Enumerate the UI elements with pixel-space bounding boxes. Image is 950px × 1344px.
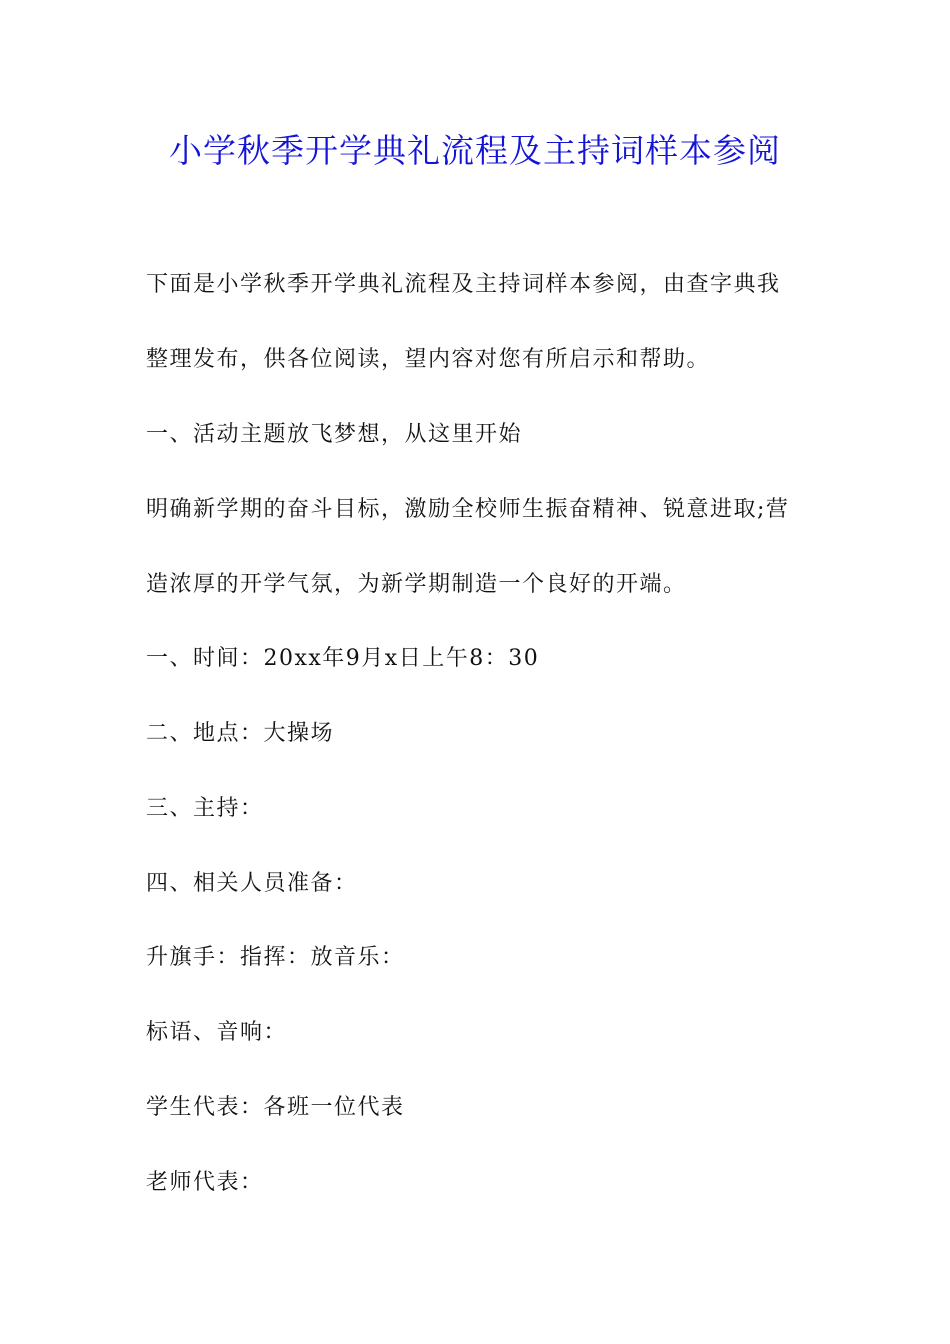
item-flag-music: 升旗手：指挥：放音乐： xyxy=(146,945,405,970)
paragraph-line-2: 整理发布，供各位阅读，望内容对您有所启示和帮助。 xyxy=(146,347,711,372)
document-title: 小学秋季开学典礼流程及主持词样本参阅 xyxy=(169,131,781,170)
item-student-representatives: 学生代表：各班一位代表 xyxy=(146,1095,405,1120)
section-heading-theme: 一、活动主题放飞梦想，从这里开始 xyxy=(146,422,523,447)
paragraph-line-4: 造浓厚的开学气氛，为新学期制造一个良好的开端。 xyxy=(146,572,687,597)
item-banner-audio: 标语、音响： xyxy=(146,1020,288,1045)
item-time: 一、时间：20xx年9月x日上午8：30 xyxy=(146,646,540,671)
item-staff-preparation: 四、相关人员准备： xyxy=(146,871,358,896)
item-host: 三、主持： xyxy=(146,796,264,821)
item-teacher-representatives: 老师代表： xyxy=(146,1170,264,1195)
paragraph-line-1: 下面是小学秋季开学典礼流程及主持词样本参阅，由查字典我 xyxy=(146,272,781,297)
item-location: 二、地点：大操场 xyxy=(146,721,335,746)
paragraph-line-3: 明确新学期的奋斗目标，激励全校师生振奋精神、锐意进取;营 xyxy=(146,497,790,522)
